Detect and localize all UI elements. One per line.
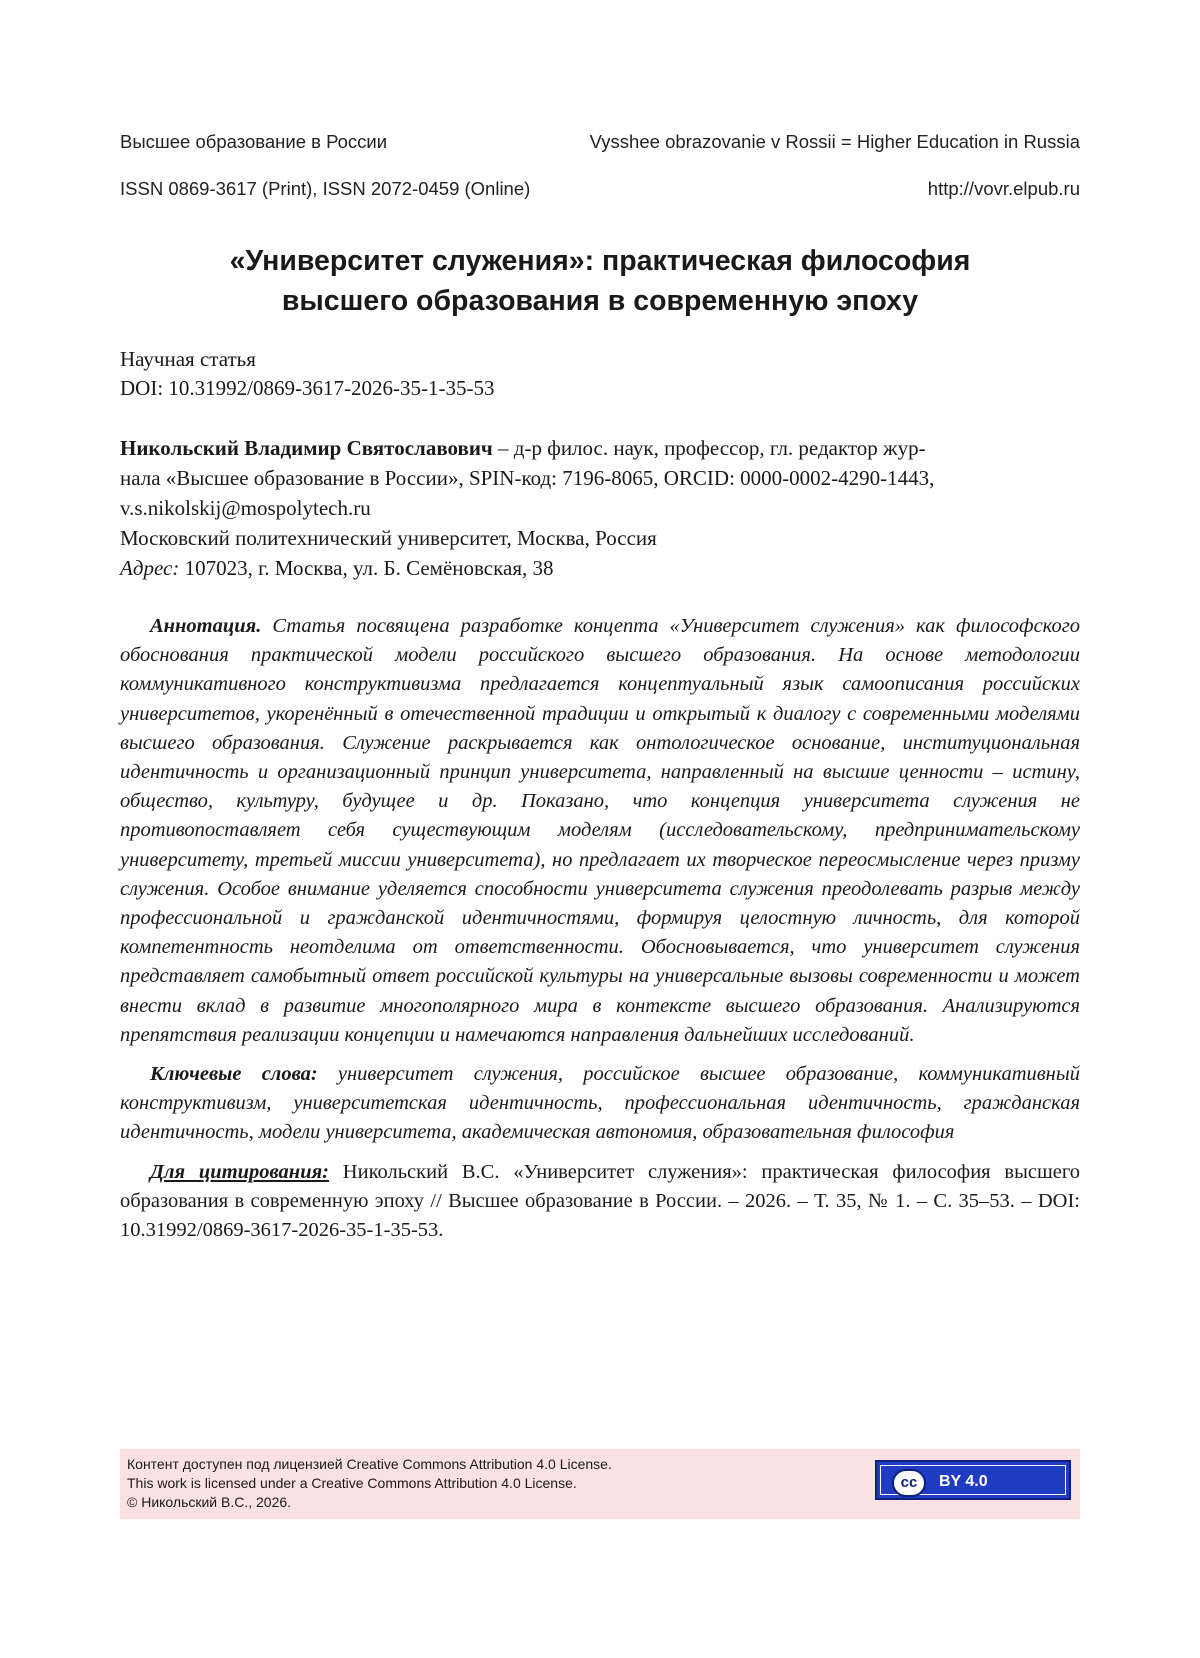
author-info [120,433,1080,583]
article-type: Научная статья [120,347,256,371]
article-title [120,241,1080,321]
article-title-line-1: «Университет служения»: практическая философия [229,245,971,277]
abstract-section [120,612,1080,1255]
article-title-line-2: высшего образования в современную эпоху [281,285,919,317]
citation-text: Никольский В.С. «Университет служения»: практическая философия высшего образования в современную эпоху // Высшее образование в России. – 2026. – Т. 35, № 1. – С. 35–53. – DOI: 10.31992/0869-3617-2026-35-1-35-53. [120,1160,1081,1242]
article-meta [120,345,494,403]
citation-label: Для цитирования: [150,1160,329,1183]
journal-title-ru: Высшее образование в России [120,131,388,152]
journal-url-link[interactable]: http://vovr.elpub.ru [927,178,1080,199]
license-box [120,1449,1080,1519]
cc-badge-frame [880,1465,1066,1495]
cc-badge-text: BY 4.0 [939,1473,988,1490]
doi-link[interactable]: DOI: 10.31992/0869-3617-2026-35-1-35-53 [120,376,495,400]
citation-paragraph [120,1158,1080,1246]
author-line-1 [120,433,1080,463]
copyright-line: © Никольский В.С., 2026. [127,1494,292,1510]
cc-by-badge[interactable] [875,1460,1071,1500]
creative-commons-icon: cc [892,1469,926,1497]
keywords-text: университет служения, российское высшее образование, коммуникативный конструктивизм, университетская идентичность, профессиональная идентичность, гражданская идентичность, модели университета, академическая автономия, образовательная философия [120,1063,1080,1144]
author-credentials: – д-р филос. наук, профессор, гл. редактор жур- [492,436,926,460]
abstract-text: Статья посвящена разработке концепта «Университет служения» как философского обоснования практической модели российского высшего образования. На основе методологии коммуникативного конструктивизма предлагается концептуальный язык самоописания российских университетов, укоренённый в отечественной традиции и открытый к диалогу с современными моделями высшего образования. Служение раскрывается как онтологическое основание, институциональная идентичность и организационный принцип университета, направленный на высшие ценности – истину, общество, культуру, будущее и др. Показано, что концепция университета служения не противопоставляет себя существующим моделям (исследовательскому, предпринимательскому университету, третьей миссии университета), но предлагает их творческое переосмысление через призму служения. Особое внимание уделяется способности университета служения преодолевать разрыв между профессиональной и гражданской идентичностями, формируя целостную личность, для которой компетентность неотделима от ответственности. Обосновывается, что университет служения представляет самобытный ответ российской культуры на универсальные вызовы современности и может внести вклад в развитие многополярного мира в контексте высшего образования. Анализируются препятствия реализации концепции и намечаются направления дальнейших исследований. [120,615,1080,1046]
issn-text: ISSN 0869-3617 (Print), ISSN 2072-0459 (Online) [120,178,531,199]
author-affiliation: Московский политехнический университет, Москва, Россия [120,526,657,550]
author-line-2: нала «Высшее образование в России», SPIN-код: 7196-8065, ORCID: 0000-0002-4290-1443, [120,466,935,490]
abstract-paragraph [120,612,1080,1050]
author-email-link[interactable]: v.s.nikolskij@mospolytech.ru [120,496,371,520]
abstract-label: Аннотация. [150,615,262,637]
keywords-paragraph [120,1060,1080,1148]
license-text [127,1455,612,1512]
license-line-ru: Контент доступен под лицензией Creative Commons Attribution 4.0 License. [127,1456,612,1472]
keywords-label: Ключевые слова: [150,1063,318,1086]
author-name: Никольский Владимир Святославович [120,436,493,460]
journal-title-en: Vysshee obrazovanie v Rossii = Higher Education in Russia [589,131,1080,152]
address-text: 107023, г. Москва, ул. Б. Семёновская, 38 [179,556,554,580]
author-address [120,553,1080,583]
license-line-en: This work is licensed under a Creative Commons Attribution 4.0 License. [127,1475,577,1491]
address-label: Адрес: [120,556,180,580]
